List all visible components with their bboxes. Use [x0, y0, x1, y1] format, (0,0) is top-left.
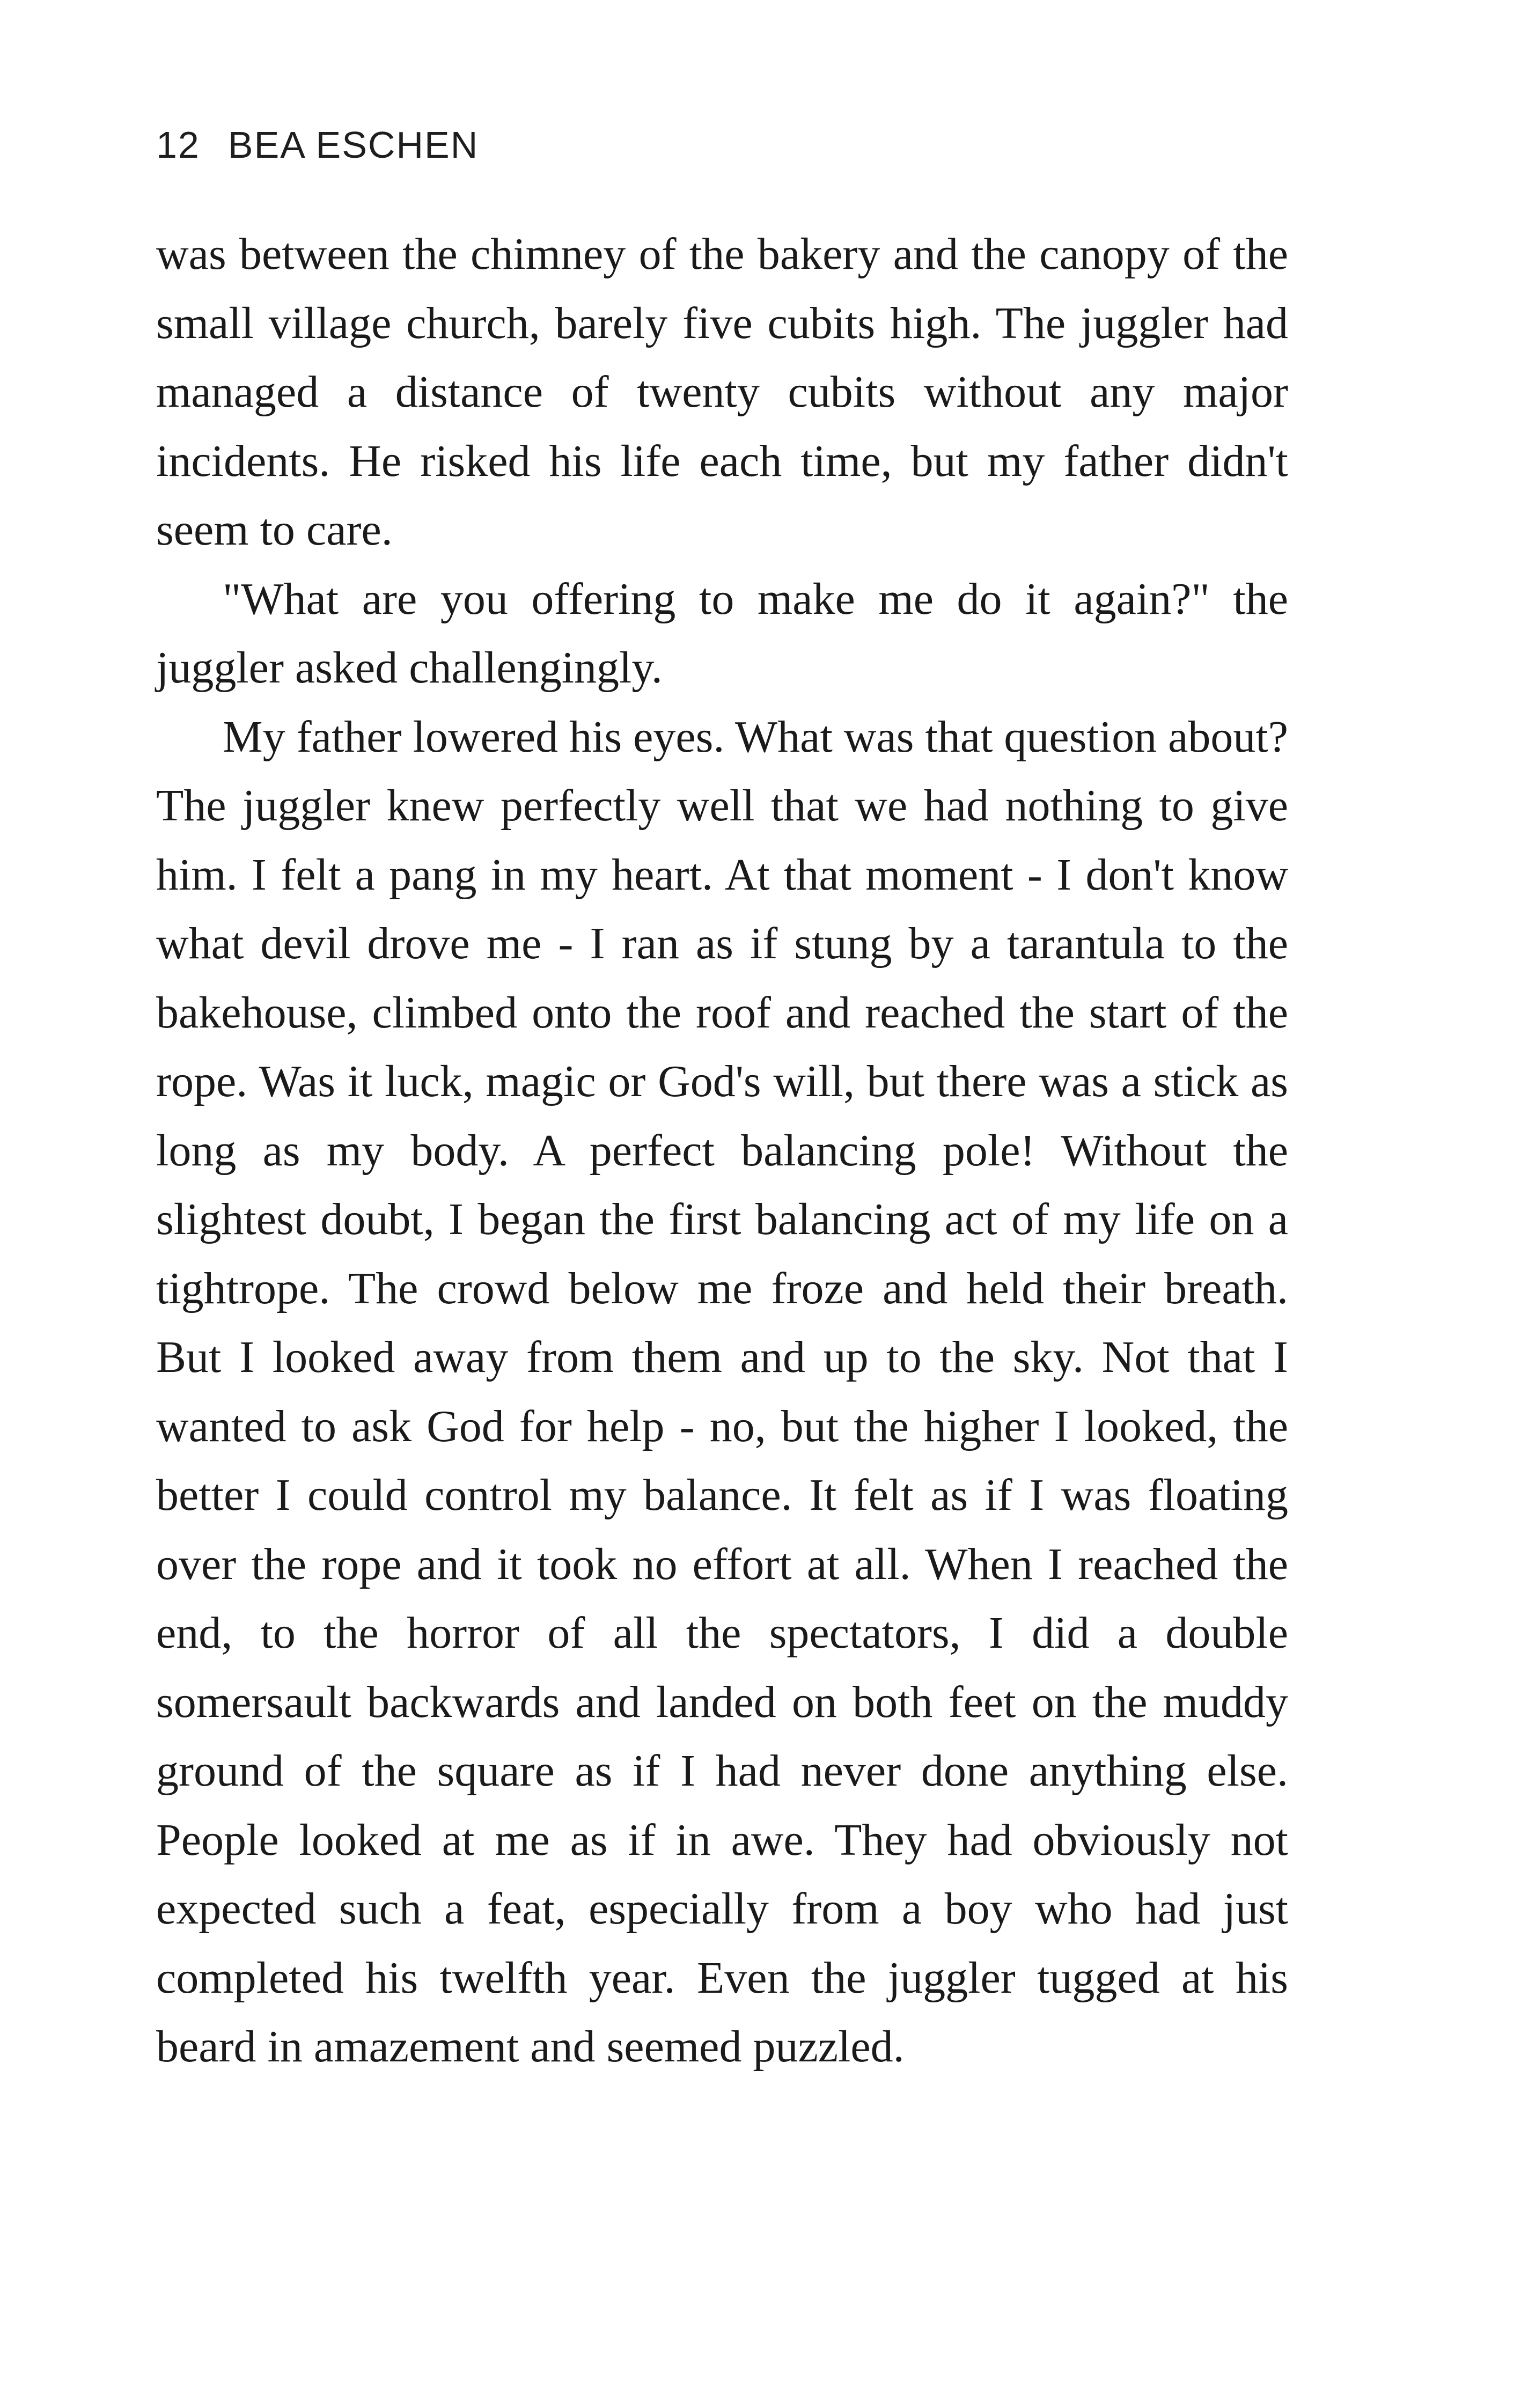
running-header	[156, 121, 479, 169]
author-name: BEA ESCHEN	[227, 124, 479, 166]
paragraph-narrative: My father lowered his eyes. What was that question about? The juggler knew perfectly well that we had nothing to give him. I felt a pang in my heart. At that moment - I don't know what devil drove me - I ran as if stung by a tarantula to the bakehouse, climbed onto the roof and reached the start of the rope. Was it luck, magic or God's will, but there was a stick as long as my body. A perfect balancing pole! Without the slightest doubt, I began the first balancing act of my life on a tightrope. The crowd below me froze and held their breath. But I looked away from them and up to the sky. Not that I wanted to ask God for help - no, but the higher I looked, the better I could control my balance. It felt as if I was floating over the rope and it took no effort at all. When I reached the end, to the horror of all the spectators, I did a double somersault backwards and landed on both feet on the muddy ground of the square as if I had never done anything else. People looked at me as if in awe. They had obviously not expected such a feat, especially from a boy who had just completed his twelfth year. Even the juggler tugged at his beard in amazement and seemed puzzled.	[156, 711, 1288, 2072]
paragraph-dialogue: "What are you offering to make me do it again?" the juggler asked challengingly.	[156, 574, 1288, 693]
page-number: 12	[156, 124, 200, 166]
body-text	[156, 220, 1288, 2082]
paragraph-continued: was between the chimney of the bakery and the canopy of the small village church, barely five cubits high. The juggler had managed a distance of twenty cubits without any major incidents. He risked his life each time, but my father didn't seem to care.	[156, 229, 1288, 555]
